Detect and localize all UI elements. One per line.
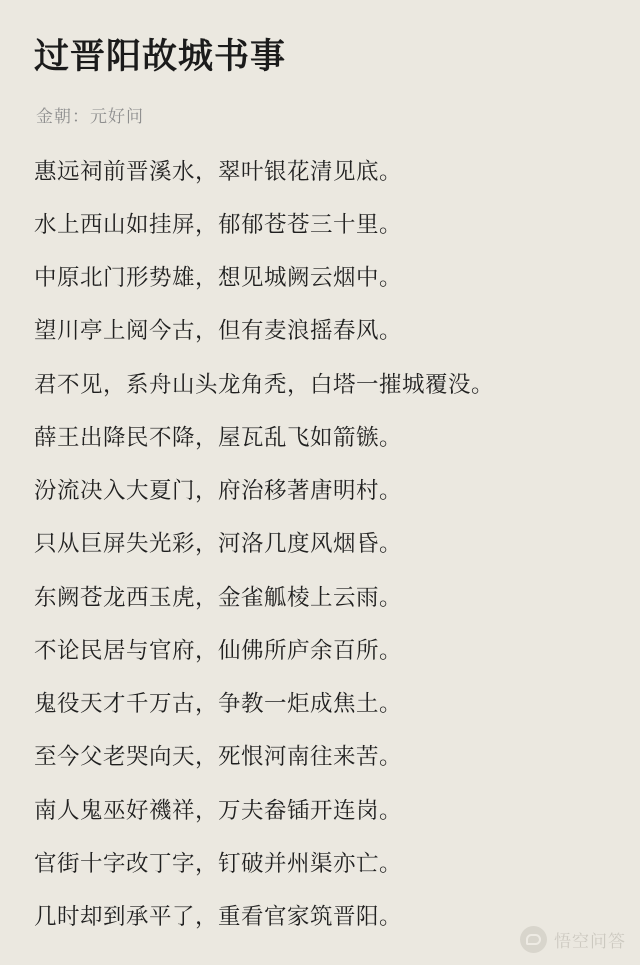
poem-line: 汾流决入大夏门，府治移著唐明村。 — [34, 478, 403, 503]
poem-line: 望川亭上阅今古，但有麦浪摇春风。 — [34, 318, 403, 344]
poem-line: 薛王出降民不降，屋瓦乱飞如箭镞。 — [34, 424, 403, 450]
watermark — [520, 926, 626, 953]
poem-line: 南人鬼巫好禨祥，万夫畚锸开连岗。 — [34, 797, 403, 823]
poem-line: 官街十字改丁字，钉破并州渠亦亡。 — [34, 850, 403, 876]
page-title: 过晋阳故城书事 — [34, 37, 287, 76]
poem-line: 鬼役天才千万古，争教一炬成焦土。 — [34, 691, 403, 716]
watermark-label: 悟空问答 — [554, 932, 626, 951]
poem-line: 东阙苍龙西玉虎，金雀觚棱上云雨。 — [34, 584, 403, 610]
poem-line: 惠远祠前晋溪水，翠叶银花清见底。 — [34, 158, 403, 184]
poem-body — [30, 157, 610, 932]
poem-line: 不论民居与官府，仙佛所庐余百所。 — [34, 637, 403, 663]
speech-bubble-icon — [520, 926, 547, 953]
poem-line: 中原北门形势雄，想见城阙云烟中。 — [34, 265, 403, 290]
poem-line: 水上西山如挂屏，郁郁苍苍三十里。 — [34, 211, 403, 237]
poem-line: 君不见，系舟山头龙角秃，白塔一摧城覆没。 — [34, 371, 495, 397]
poem-attribution: 金朝：元好问 — [36, 106, 144, 126]
poem-line: 只从巨屏失光彩，河洛几度风烟昏。 — [34, 531, 403, 557]
poem-line: 至今父老哭向天，死恨河南往来苦。 — [34, 744, 403, 770]
poem-line: 几时却到承平了，重看官家筑晋阳。 — [34, 904, 403, 929]
